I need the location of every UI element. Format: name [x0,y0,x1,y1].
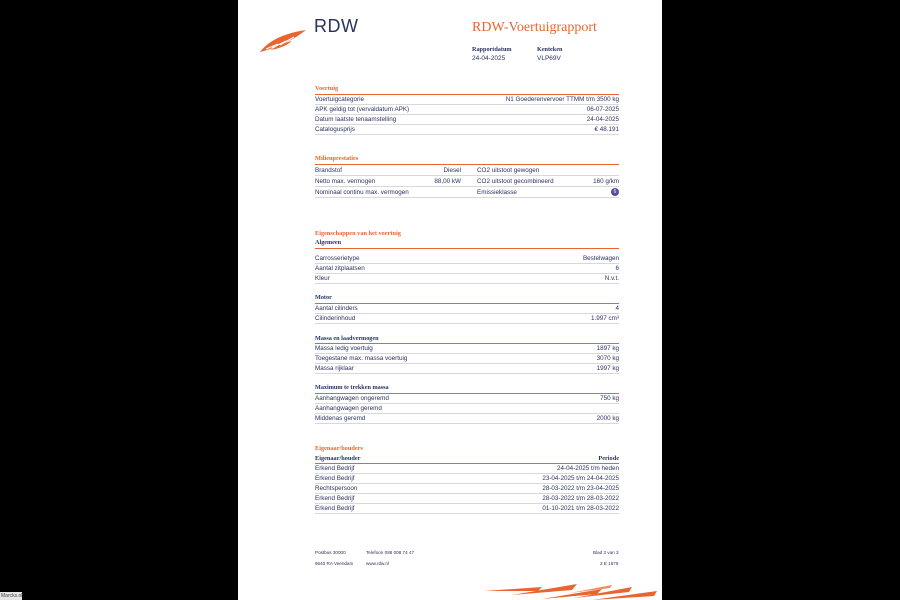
report-title: RDW-Voertuigrapport [472,20,597,35]
row-value: 1.997 cm³ [591,315,619,322]
footer-address-line1: Postbus 30000 [315,550,346,555]
table-row [315,115,619,125]
footer-phone: Telefoon 088 008 74 47 [366,550,415,555]
table-row [315,274,619,284]
subsection-title-trekken: Maximum te trekken massa [315,384,389,391]
table-row [315,394,619,404]
section-title-eigenschappen: Eigenschappen van het voertuig [315,230,401,237]
row-value: € 48.191 [594,126,619,133]
brand-name: RDW [314,16,359,36]
table-row [315,125,619,135]
row-label: Erkend Bedrijf [315,495,355,502]
row-value: 3070 kg [596,355,619,362]
row-value: Diesel [443,167,461,174]
decorative-stripes-icon [482,581,662,600]
table-row [315,484,619,494]
row-label: Aantal zitplaatsen [315,265,365,272]
row-label: Catalogusprijs [315,126,355,133]
report-page [238,0,662,600]
row-value: 160 g/km [593,178,619,185]
table-row [315,314,619,324]
row-label: CO2 uitstoot gewogen [477,167,540,174]
column-header-period: Periode [598,455,619,462]
table-row [315,464,619,474]
rdw-feather-logo-icon [258,28,308,54]
row-label: Rechtspersoon [315,485,358,492]
divider [315,164,619,165]
subsection-title-algemeen: Algemeen [315,239,342,246]
table-row [315,494,619,504]
table-row [315,304,619,314]
column-header-owner: Eigenaar/houder [315,455,361,462]
row-label: Aanhangwagen geremd [315,405,382,412]
row-label: Kleur [315,275,330,282]
row-value: 24-04-2025 [586,116,619,123]
footer-code: 3 E 1679 [600,561,619,566]
row-label: Massa rijklaar [315,365,354,372]
footer-page-number: Blad 2 van 3 [593,550,619,555]
row-label: Datum laatste tenaamstelling [315,116,397,123]
footer-address-line2: 9640 RA Veendam [315,561,354,566]
row-value: 28-03-2022 t/m 23-04-2025 [542,485,619,492]
row-value: 6 [615,265,619,272]
row-label: Massa ledig voertuig [315,345,373,352]
row-label: Carrosserietype [315,255,360,262]
table-row [315,166,619,176]
row-value: 2000 kg [596,415,619,422]
table-row [315,504,619,514]
row-label: Cilinderinhoud [315,315,356,322]
row-value: 88,00 kW [434,178,461,185]
report-date-value: 24-04-2025 [472,55,506,62]
table-row [315,414,619,424]
row-label: APK geldig tot (vervaldatum APK) [315,106,410,113]
table-header [315,454,619,464]
row-value: N1 Goederenvervoer TTMM t/m 3500 kg [505,96,619,103]
table-row [315,364,619,374]
row-value: 1997 kg [596,365,619,372]
table-row [315,344,619,354]
section-title-voertuig: Voertuig [315,85,339,92]
row-value: 4 [615,305,619,312]
row-value: Bestelwagen [582,255,619,262]
row-value: 24-04-2025 t/m heden [557,465,619,472]
table-row [315,188,619,198]
row-value: 23-04-2025 t/m 24-04-2025 [542,475,619,482]
row-label: CO2 uitstoot gecombineerd [477,178,554,185]
divider [315,248,619,249]
row-label: Toegestane max. massa voertuig [315,355,408,362]
table-row [315,354,619,364]
row-value: 28-03-2022 t/m 28-03-2022 [542,495,619,502]
row-value: 1897 kg [596,345,619,352]
row-label: Nominaal continu max. vermogen [315,189,409,196]
table-row [315,474,619,484]
row-label: Aanhangwagen ongeremd [315,395,389,402]
plate-label: Kenteken [537,46,563,53]
watermark-label: Marcks.nl [1,593,23,599]
row-label: Erkend Bedrijf [315,465,355,472]
row-value: N.v.t. [604,275,619,282]
table-row [315,264,619,274]
section-title-eigenaar: Eigenaar/houders [315,445,363,452]
row-label: Aantal cilinders [315,305,358,312]
subsection-title-massa: Massa en laadvermogen [315,335,379,342]
table-row [315,254,619,264]
table-row [315,177,619,187]
table-row [315,105,619,115]
report-date-label: Rapportdatum [472,46,512,53]
table-row [315,95,619,105]
row-label: Brandstof [315,167,342,174]
row-value: 01-10-2021 t/m 28-03-2022 [542,505,619,512]
row-label: Netto max. vermogen [315,178,376,185]
row-value: 750 kg [600,395,619,402]
table-row [315,404,619,414]
row-label: Emissieklasse [477,189,517,196]
plate-value: VLP69V [537,55,561,62]
row-label: Erkend Bedrijf [315,505,355,512]
row-value: 06-07-2025 [586,106,619,113]
emission-class-badge: 6 [611,188,619,196]
row-label: Erkend Bedrijf [315,475,355,482]
footer-website: www.rdw.nl [366,561,389,566]
subsection-title-motor: Motor [315,294,332,301]
section-title-milieu: Milieuprestaties [315,155,359,162]
row-label: Middenas geremd [315,415,366,422]
row-label: Voertuigcategorie [315,96,365,103]
